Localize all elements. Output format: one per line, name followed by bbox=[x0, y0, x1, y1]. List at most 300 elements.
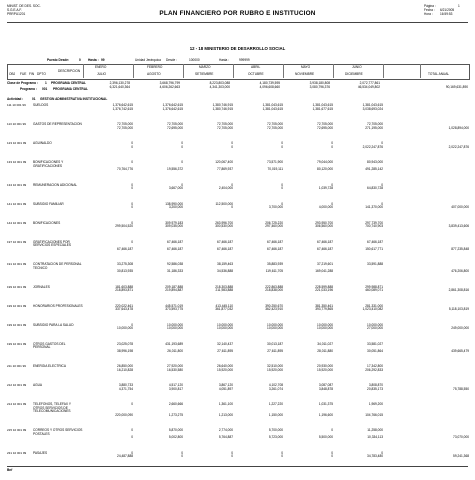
month-value: 0 bbox=[181, 160, 183, 164]
month-value: 10,000,000 bbox=[117, 326, 133, 330]
month-value: 27,000,000 bbox=[367, 326, 383, 330]
unidad-to: 999999 bbox=[239, 58, 250, 62]
month-value: 0 bbox=[231, 454, 233, 458]
month-value: 362,423,910 bbox=[265, 307, 283, 311]
row-code: 111 10 001 99 bbox=[7, 103, 26, 107]
class-val: 3,938,180,808 bbox=[309, 81, 330, 85]
month-value: 10,000,000 bbox=[217, 322, 233, 327]
program-name: PROGRAMA CENTRAL bbox=[53, 87, 88, 91]
row-code: 113 10 001 99 bbox=[7, 122, 26, 126]
month-value: 20,930,000 bbox=[317, 364, 333, 368]
month-value: 1,039,728 bbox=[318, 186, 333, 190]
month-value: 34,783,480 bbox=[367, 454, 383, 458]
month-value: 1,031,375 bbox=[318, 402, 333, 406]
month-value: 381,350,461 bbox=[315, 303, 333, 308]
month-value: 220,022,461 bbox=[115, 303, 133, 308]
month-value: 1,376,642,615 bbox=[162, 106, 183, 111]
row-total: 59,241,368 bbox=[453, 454, 469, 458]
class-val: 6,321,640,364 bbox=[109, 85, 130, 89]
month-value: 67,466,187 bbox=[267, 239, 283, 244]
row-total: 3,839,413,606 bbox=[448, 224, 469, 228]
month-value: 0 bbox=[131, 220, 133, 225]
month-value: 445,571,019 bbox=[165, 303, 183, 308]
puesto-from: 0 bbox=[79, 58, 81, 62]
month-value: 169,041,288 bbox=[315, 269, 333, 273]
month-value: 15,920,000 bbox=[317, 367, 333, 372]
month-value: 0 bbox=[331, 450, 333, 455]
row-description: SUBSIDIO PARA LA SALUD bbox=[33, 322, 74, 327]
time-label: Hora : bbox=[424, 12, 433, 16]
month-value: 67,466,187 bbox=[217, 239, 233, 244]
row-description: CONTRATACION DE PERSONAL TECNICO bbox=[33, 262, 82, 270]
month-value: 4,000,000 bbox=[318, 205, 333, 209]
month-value: 10,000,000 bbox=[217, 326, 233, 330]
month-value: 0 bbox=[281, 182, 283, 187]
row-spacer bbox=[7, 293, 469, 305]
month-value: 211,983,888 bbox=[215, 288, 233, 292]
program-code: 001 bbox=[42, 87, 48, 91]
month-value: 16,530,580 bbox=[167, 367, 183, 372]
row-code: 123 10 001 99 bbox=[7, 141, 27, 145]
month-value: 33,581,027 bbox=[367, 341, 383, 346]
row-description: AGUA bbox=[33, 383, 43, 387]
month-value: 1,273,275 bbox=[168, 412, 183, 417]
month-value: 1,380,746,915 bbox=[212, 103, 233, 107]
month-value: 0 bbox=[331, 428, 333, 432]
month-value: 38,159,463 bbox=[217, 262, 233, 266]
month-value: 72,705,000 bbox=[217, 125, 233, 130]
month-value: 0 bbox=[131, 239, 133, 244]
row-code: 231 10 001 99 bbox=[7, 450, 27, 455]
row-total: 476,206,800 bbox=[451, 269, 469, 273]
month-value: 3,667,000 bbox=[168, 186, 183, 190]
month-value: 309,979,183 bbox=[165, 220, 183, 225]
row-description: ENERGIA ELECTRICA bbox=[33, 364, 66, 368]
month-value: 700,740,903 bbox=[365, 224, 383, 228]
report-code: PRRPU1201 bbox=[7, 12, 26, 16]
row-spacer bbox=[7, 440, 469, 452]
month-value: 32,510,000 bbox=[267, 364, 283, 368]
month-value: 5,870,000 bbox=[168, 428, 183, 432]
col-fin: FIN bbox=[29, 72, 35, 76]
row-code: 211 10 001 99 bbox=[7, 364, 26, 368]
class-val: 46,534,049,802 bbox=[357, 85, 380, 89]
month-value: 64,830,728 bbox=[367, 186, 383, 190]
class-val: 4,606,262,663 bbox=[159, 85, 180, 89]
month-value: 0 bbox=[231, 182, 233, 187]
unidad-desde-label: Desde : bbox=[166, 58, 177, 62]
month-value: 119,611,705 bbox=[265, 269, 283, 273]
month-value: 10,000,000 bbox=[367, 322, 383, 327]
row-description: BONIFICACIONES bbox=[33, 220, 61, 225]
col-obj: OBJ bbox=[9, 72, 16, 76]
month-value: 35,883,939 bbox=[267, 262, 283, 266]
row-description: GASTOS DE REPRESENTACION bbox=[33, 122, 82, 126]
month-value: 0 bbox=[231, 141, 233, 145]
month-value: 32,140,437 bbox=[217, 341, 233, 346]
row-spacer bbox=[7, 312, 469, 324]
class-total: 90,169,631,890 bbox=[445, 85, 468, 89]
month-value: 300,530,000 bbox=[215, 224, 233, 228]
header-rule bbox=[7, 22, 468, 23]
month-value: 10,000,000 bbox=[267, 322, 283, 327]
month-value: 26,640,000 bbox=[217, 364, 233, 368]
col-m11: NOVIEMBRE bbox=[295, 72, 315, 76]
month-value: 221,033,196 bbox=[315, 288, 333, 292]
month-value: 1,376,742,615 bbox=[112, 106, 133, 111]
month-value: 26,850,000 bbox=[117, 364, 133, 368]
month-value: 218,838,000 bbox=[265, 288, 283, 292]
col-dpto: DPTO bbox=[37, 72, 46, 76]
row-spacer bbox=[7, 372, 469, 384]
month-value: 5,764,887 bbox=[218, 435, 233, 439]
month-value: 0 bbox=[231, 205, 233, 209]
month-value: 337,643,478 bbox=[115, 307, 133, 311]
month-value: 209,187,888 bbox=[165, 284, 183, 289]
class-val: 4,096,608,660 bbox=[259, 85, 280, 89]
row-total: 1,028,894,000 bbox=[448, 125, 469, 130]
puesto-hasta-label: Hasta : bbox=[88, 58, 99, 62]
month-value: 0 bbox=[231, 450, 233, 455]
row-description: BONIFICACIONES Y GRATIFICACIONES bbox=[33, 160, 64, 168]
month-value: 120,067,400 bbox=[215, 160, 233, 164]
month-value: 34,011,027 bbox=[317, 341, 333, 346]
month-value: 3,867,120 bbox=[218, 383, 233, 387]
month-value: 138,990,000 bbox=[165, 201, 183, 206]
row-code: 214 10 001 99 bbox=[7, 402, 27, 406]
month-value: 219,894,887 bbox=[165, 288, 183, 292]
month-value: 0 bbox=[131, 160, 133, 164]
month-value: 70,019,111 bbox=[267, 167, 283, 171]
month-value: 0 bbox=[281, 144, 283, 149]
month-value: 72,705,000 bbox=[217, 122, 233, 126]
row-total: 877,235,848 bbox=[451, 246, 469, 251]
row-code: 133 10 001 99 bbox=[7, 160, 27, 164]
class-val: 2,396,130,278 bbox=[109, 81, 130, 85]
row-description: TELEFONOS, TELEFAX Y OTROS SERVICIOS DE TELECOMUNICACIONES bbox=[33, 402, 71, 413]
col-divider bbox=[233, 64, 234, 78]
month-value: 67,466,187 bbox=[167, 239, 183, 244]
row-spacer bbox=[7, 149, 469, 161]
month-value: 1,381,677,615 bbox=[312, 106, 333, 111]
row-spacer bbox=[7, 331, 469, 343]
puesto-label: Puesto Desde: bbox=[47, 58, 70, 62]
row-spacer bbox=[7, 229, 469, 241]
class-val: 4,341,303,000 bbox=[209, 85, 230, 89]
month-value: 297,460,000 bbox=[265, 224, 283, 228]
month-value: 28,011,880 bbox=[317, 348, 333, 353]
date-label: Fecha : bbox=[424, 8, 435, 12]
col-m5: MAYO bbox=[301, 65, 311, 69]
month-value: 206,725,220 bbox=[265, 220, 283, 225]
month-value: 5,723,000 bbox=[268, 435, 283, 439]
col-divider bbox=[183, 64, 184, 78]
month-value: 104,766,015 bbox=[365, 412, 383, 417]
month-value: 11,258,000 bbox=[367, 428, 383, 432]
class-val: 8,223,803,088 bbox=[209, 81, 230, 85]
row-code: 199 10 001 99 bbox=[7, 303, 27, 308]
row-code: 199 10 001 99 bbox=[7, 341, 27, 346]
month-value: 67,466,187 bbox=[217, 246, 233, 251]
month-value: 67,466,187 bbox=[167, 246, 183, 251]
month-value: 0 bbox=[131, 141, 133, 145]
month-value: 26,011,800 bbox=[167, 348, 183, 353]
month-value: 34,536,888 bbox=[217, 269, 233, 273]
row-total: 249,000,000 bbox=[451, 326, 469, 330]
month-value: 150,617,771 bbox=[365, 246, 383, 251]
month-value: 72,705,000 bbox=[167, 122, 183, 126]
month-value: 2,022,247,876 bbox=[362, 144, 383, 149]
month-value: 38,996,198 bbox=[117, 348, 133, 353]
month-value: 112,500,000 bbox=[215, 201, 233, 206]
activity-code: 01 bbox=[32, 97, 36, 101]
month-value: 92,586,038 bbox=[167, 262, 183, 266]
row-total: 2,861,308,816 bbox=[448, 288, 469, 292]
month-value: 2,660,666 bbox=[168, 402, 183, 406]
month-value: 0 bbox=[131, 144, 133, 149]
class-code: 1 bbox=[45, 81, 47, 85]
month-value: 299,988,871 bbox=[365, 284, 383, 289]
month-value: 27,611,895 bbox=[217, 348, 233, 353]
month-value: 79,044,000 bbox=[317, 160, 333, 164]
month-value: 0 bbox=[181, 450, 183, 455]
month-value: 491,285,142 bbox=[365, 167, 383, 171]
month-value: 67,466,187 bbox=[267, 246, 283, 251]
month-value: 77,869,937 bbox=[217, 167, 233, 171]
month-value: 27,611,895 bbox=[267, 348, 283, 353]
month-value: 19,556,372 bbox=[167, 167, 183, 171]
table-row bbox=[7, 161, 469, 168]
month-value: 67,466,187 bbox=[317, 239, 333, 244]
col-m7: JULIO bbox=[97, 72, 107, 76]
row-code: 197 10 001 99 bbox=[7, 239, 27, 244]
class-val: 3,668,796,799 bbox=[159, 81, 180, 85]
month-value: 1,969,200 bbox=[368, 402, 383, 406]
month-value: 0 bbox=[131, 402, 133, 406]
month-value: 0 bbox=[131, 186, 133, 190]
month-value: 2,774,000 bbox=[218, 428, 233, 432]
month-value: 0 bbox=[131, 205, 133, 209]
row-description: REMUNERACION ADICIONAL bbox=[33, 182, 78, 187]
col-divider bbox=[83, 64, 84, 78]
month-value: 10,000,000 bbox=[317, 326, 333, 330]
month-value: 10,000,000 bbox=[267, 326, 283, 330]
row-spacer bbox=[7, 353, 469, 365]
month-value: 206,292,833 bbox=[365, 367, 383, 372]
month-value: 80,120,000 bbox=[317, 167, 333, 171]
month-value: 263,996,700 bbox=[215, 220, 233, 225]
unidad-hasta-label: Hasta : bbox=[219, 58, 230, 62]
month-value: 0 bbox=[281, 450, 283, 455]
row-total: 439,665,479 bbox=[451, 348, 469, 353]
month-value: 72,695,000 bbox=[317, 125, 333, 130]
unidad-label: Unidad Jerárquica bbox=[135, 58, 161, 62]
col-m2: FEBRERO bbox=[147, 65, 163, 69]
month-value: 1,196,600 bbox=[318, 412, 333, 417]
table-row bbox=[7, 263, 469, 270]
footer-mark: Bnf bbox=[7, 468, 13, 472]
month-value: 1,023,410,082 bbox=[362, 307, 383, 311]
row-description: HONORARIOS PROFESIONALES bbox=[33, 303, 83, 308]
table-row bbox=[7, 429, 469, 436]
month-value: 0 bbox=[381, 141, 383, 145]
row-spacer bbox=[7, 210, 469, 222]
month-value: 0 bbox=[331, 144, 333, 149]
month-value: 306,560,000 bbox=[315, 224, 333, 228]
month-value: 30,051,864 bbox=[367, 348, 383, 353]
month-value: 0 bbox=[331, 454, 333, 458]
month-value: 72,705,000 bbox=[117, 125, 133, 130]
row-total: 407,000,000 bbox=[451, 205, 469, 209]
activity-name: GESTION ADMINISTRATIVA INSTITUCIONAL bbox=[40, 97, 108, 101]
program-label: Programa : bbox=[20, 87, 37, 91]
month-value: 281,331,000 bbox=[365, 303, 383, 308]
month-value: 0 bbox=[381, 201, 383, 206]
row-code: 199 10 001 99 bbox=[7, 322, 27, 327]
month-value: 72,705,000 bbox=[117, 122, 133, 126]
row-code: 212 10 001 99 bbox=[7, 383, 27, 387]
month-value: 3,200,000 bbox=[168, 205, 183, 209]
row-description: SUELDOS bbox=[33, 103, 49, 107]
col-total: TOTAL ANUAL bbox=[428, 72, 450, 76]
month-value: 16,210,828 bbox=[117, 367, 133, 372]
month-value: 31,186,333 bbox=[167, 269, 183, 273]
month-value: 15,920,000 bbox=[267, 367, 283, 372]
row-spacer bbox=[7, 191, 469, 203]
month-value: 228,599,888 bbox=[315, 284, 333, 289]
month-value: 1,381,043,615 bbox=[362, 103, 383, 107]
budget-table bbox=[7, 104, 469, 471]
month-value: 37,219,601 bbox=[317, 262, 333, 266]
col-m12: DICIEMBRE bbox=[345, 72, 363, 76]
month-value: 0 bbox=[281, 454, 283, 458]
month-value: 460,089,071 bbox=[365, 288, 383, 292]
month-value: 30,813,935 bbox=[117, 269, 133, 273]
month-value: 10,334,113 bbox=[367, 435, 383, 439]
month-value: 2,404,000 bbox=[218, 186, 233, 190]
row-description: OTROS GASTOS DEL PERSONAL bbox=[33, 341, 66, 349]
month-value: 0 bbox=[181, 141, 183, 145]
month-value: 3,261,074 bbox=[268, 386, 283, 391]
month-value: 218,303,888 bbox=[215, 284, 233, 289]
month-value: 1,227,220 bbox=[268, 402, 283, 406]
month-value: 5,002,800 bbox=[168, 435, 183, 439]
row-description: CORREOS Y OTROS SERVICIOS POSTALES bbox=[33, 428, 83, 436]
month-value: 67,466,187 bbox=[367, 239, 383, 244]
month-value: 1,213,000 bbox=[218, 412, 233, 417]
month-value: 10,000,000 bbox=[317, 322, 333, 327]
col-m3: MARZO bbox=[199, 65, 211, 69]
month-value: 4,102,708 bbox=[268, 383, 283, 387]
month-value: 0 bbox=[331, 201, 333, 206]
month-value: 220,000,090 bbox=[115, 412, 133, 417]
month-value: 0 bbox=[231, 144, 233, 149]
month-value: 0 bbox=[131, 428, 133, 432]
month-value: 413,445,110 bbox=[215, 303, 233, 308]
row-code: 144 10 001 99 bbox=[7, 220, 27, 225]
row-description: GRATIFICACIONES POR SERVICIOS ESPECIALES bbox=[33, 239, 72, 247]
month-value: 0 bbox=[181, 144, 183, 149]
date-value: 6/21/2005 bbox=[440, 8, 455, 12]
month-value: 73,571,900 bbox=[267, 160, 283, 164]
month-value: 4,371,754 bbox=[118, 386, 133, 391]
month-value: 299,504,520 bbox=[115, 224, 133, 228]
month-value: 10,000,000 bbox=[167, 322, 183, 327]
month-value: 1,361,100 bbox=[218, 402, 233, 406]
month-value: 67,466,187 bbox=[117, 246, 133, 251]
month-value: 0 bbox=[131, 322, 133, 327]
col-divider bbox=[133, 64, 134, 78]
puesto-to: 99 bbox=[101, 58, 105, 62]
col-divider bbox=[383, 64, 384, 78]
month-value: 3,700,000 bbox=[268, 205, 283, 209]
month-value: 0 bbox=[381, 450, 383, 455]
row-spacer bbox=[7, 274, 469, 286]
month-value: 0 bbox=[181, 182, 183, 187]
unidad-from: 100000 bbox=[189, 58, 200, 62]
month-value: 218,893,871 bbox=[115, 288, 133, 292]
month-value: 3,808,870 bbox=[368, 383, 383, 387]
report-title: PLAN FINANCIERO POR RUBRO E INSTITUCION bbox=[159, 10, 316, 17]
row-total: 73,070,000 bbox=[453, 435, 469, 439]
month-value: 1,381,043,615 bbox=[312, 103, 333, 107]
month-value: 17,342,800 bbox=[367, 364, 383, 368]
month-value: 72,695,000 bbox=[167, 125, 183, 130]
footer-rule bbox=[7, 466, 468, 467]
month-value: 30,013,187 bbox=[267, 341, 283, 346]
month-value: 0 bbox=[331, 182, 333, 187]
table-row bbox=[7, 343, 469, 350]
month-value: 0 bbox=[131, 435, 133, 439]
class-val: 2,072,777,861 bbox=[359, 81, 380, 85]
month-value: 72,705,000 bbox=[267, 125, 283, 130]
month-value: 0 bbox=[131, 182, 133, 187]
col-m8: AGOSTO bbox=[147, 72, 161, 76]
month-value: 0 bbox=[131, 201, 133, 206]
row-code: 191 10 001 99 bbox=[7, 262, 27, 266]
class-val: 4,180,739,595 bbox=[259, 81, 280, 85]
month-value: 70,764,776 bbox=[117, 167, 133, 171]
month-value: 67,466,187 bbox=[317, 246, 333, 251]
row-description: SUBSIDIO FAMILIAR bbox=[33, 201, 64, 206]
month-value: 15,920,000 bbox=[217, 367, 233, 372]
month-value: 181,603,888 bbox=[115, 284, 133, 289]
row-description: AGUINALDO bbox=[33, 141, 52, 145]
row-spacer bbox=[7, 172, 469, 184]
col-m4: ABRIL bbox=[251, 65, 261, 69]
month-value: 1,376,642,615 bbox=[112, 103, 133, 107]
row-description: JORNALES bbox=[33, 284, 50, 289]
col-fue: FUE bbox=[20, 72, 27, 76]
row-spacer bbox=[7, 391, 469, 403]
institution-subtitle: 12 - 18 MINISTERIO DE DESARROLLO SOCIAL bbox=[189, 46, 286, 51]
row-total: 5,118,103,819 bbox=[448, 307, 469, 311]
month-value: 80,943,000 bbox=[367, 160, 383, 164]
month-value: 33,275,308 bbox=[117, 262, 133, 266]
row-code: 199 10 001 99 bbox=[7, 284, 27, 289]
row-spacer bbox=[7, 459, 469, 471]
month-value: 0 bbox=[281, 141, 283, 145]
ministry-line: MINIST. DE DES. SOC. bbox=[7, 4, 41, 8]
month-value: 3,900,817 bbox=[168, 386, 183, 391]
activity-label: Actividad : bbox=[7, 97, 24, 101]
month-value: 3,038,693,024 bbox=[362, 106, 383, 111]
col-divider bbox=[333, 64, 334, 78]
row-code: 215 10 001 99 bbox=[7, 428, 27, 432]
month-value: 373,593,775 bbox=[165, 307, 183, 311]
month-value: 5,500,000 bbox=[318, 435, 333, 439]
month-value: 0 bbox=[181, 454, 183, 458]
